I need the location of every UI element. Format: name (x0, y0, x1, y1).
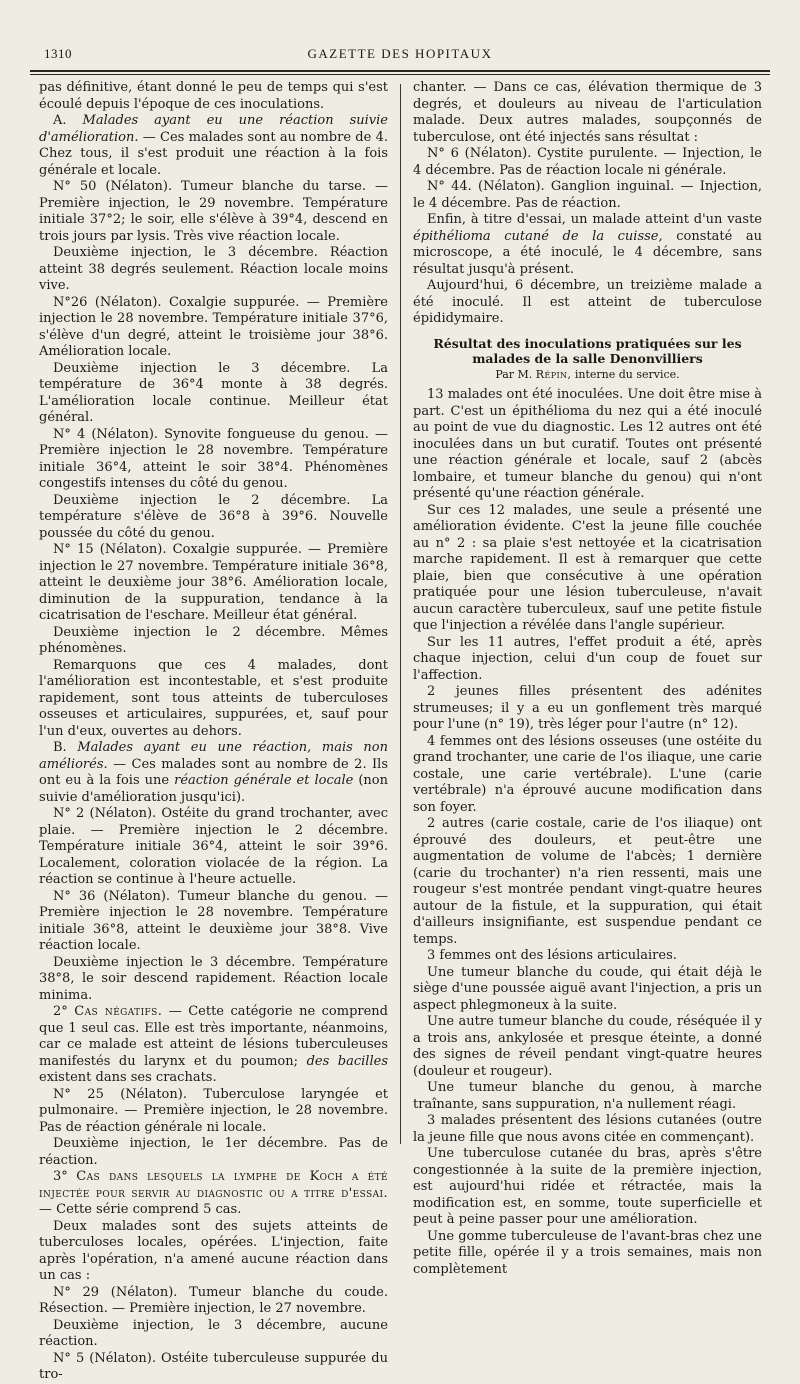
italic-text: épithélioma cutané de la cuisse, (413, 228, 663, 244)
paragraph: chanter. — Dans ce cas, élévation thermique de 3 degrés, et douleurs au niveau de l'articulation malade. Deux autres malades, soupçonnés de tuberculose, ont été injectés sans résultat : (413, 80, 762, 145)
case-entry: N° 44. (Nélaton). Ganglion inguinal. — Injection, le 4 décembre. Pas de réaction. (413, 179, 762, 211)
subsection-heading: Cas dans lesquels la lymphe de Koch a été injectée pour servir au diagnostic ou a titre d'essai. (39, 1169, 388, 1201)
page-number: 1310 (44, 46, 72, 61)
paragraph (413, 212, 762, 278)
paragraph: 4 femmes ont des lésions osseuses (une ostéite du grand trochanter, une carie de l'os iliaque, une carie costale, une carie vertébrale). L'une (carie vertébrale) n'a éprouvé aucune modification dans son foyer. (413, 733, 762, 815)
header-rule-thick (30, 70, 770, 72)
paragraph: 2 autres (carie costale, carie de l'os iliaque) ont éprouvé des douleurs, et peut-être une augmentation de volume de l'abcès; 1 dernière (carie du trochanter) n'a rien ressenti, mais une rougeur s'est montrée pendant vingt-quatre heures autour de la fistule, et la suppuration, qui était d'ailleurs insignifiante, est suspendue pendant ce temps. (413, 816, 762, 947)
byline-suffix: interne du service. (574, 367, 680, 381)
paragraph: pas définitive, étant donné le peu de temps qui s'est écoulé depuis l'époque de ces inoculations. (39, 80, 388, 112)
paragraph: Une tumeur blanche du coude, qui était déjà le siège d'une poussée aiguë avant l'injection, a pris un aspect phlegmoneux à la suite. (413, 964, 762, 1013)
paragraph: 3 femmes ont des lésions articulaires. (427, 948, 677, 963)
paragraph: Une gomme tuberculeuse de l'avant-bras chez une petite fille, opérée il y a trois semaines, mais non complètement (413, 1228, 762, 1277)
byline-prefix: Par M. (495, 367, 533, 381)
paragraph: Une autre tumeur blanche du coude, réséquée il y a trois ans, ankylosée et presque éteinte, a donné des signes de réveil pendant vingt-quatre heures (douleur et rougeur). (413, 1014, 762, 1079)
section-label: 3° (53, 1169, 68, 1184)
paragraph-text: — Cette catégorie ne comprend que 1 seul cas. Elle est très importante, néanmoins, car ce malade est atteint de lésions tuberculeuses manifestés du larynx et du poumon; (39, 1004, 388, 1069)
subsection-heading: Malades ayant eu une réaction, mais non améliorés. (39, 740, 388, 772)
column-divider (400, 84, 401, 1144)
paragraph (39, 1169, 388, 1219)
left-column (39, 80, 388, 1384)
paragraph: Deux malades sont des sujets atteints de tuberculoses locales, opérées. L'injection, faite après l'opération, n'a amené aucune réaction dans un cas : (39, 1218, 388, 1283)
paragraph: Remarquons que ces 4 malades, dont l'amélioration est incontestable, et s'est produite rapidement, sont tous atteints de tuberculoses osseuses et articulaires, suppurées, et, sauf pour l'un d'eux, ouvertes au dehors. (39, 657, 388, 739)
paragraph (39, 113, 388, 179)
paragraph: Une tumeur blanche du genou, à marche traînante, sans suppuration, n'a nullement réagi. (413, 1080, 762, 1112)
header-rule-thin (30, 74, 770, 75)
paragraph-text: constaté au microscope, a été inoculé, le 4 décembre, sans résultat jusqu'à présent. (413, 228, 762, 277)
paragraph: Deuxième injection, le 3 décembre. Réaction atteint 38 degrés seulement. Réaction locale moins vive. (39, 245, 388, 293)
paragraph: Deuxième injection le 3 décembre. La température de 36°4 monte à 38 degrés. L'amélioration locale continue. Meilleur état général. (39, 360, 388, 425)
subsection-heading: Malades ayant eu une réaction suivie d'amélioration. (39, 113, 388, 145)
section-label: 2° (53, 1004, 68, 1019)
paragraph: 13 malades ont été inoculées. Une doit être mise à part. C'est un épithélioma du nez qui a été inoculé au point de vue du diagnostic. Les 12 autres ont été inoculées dans un but curatif. Toutes ont présenté une réaction générale et locale, sauf 2 (abcès lombaire, et tumeur blanche du genou) qui n'ont présenté qu'une réaction générale. (413, 387, 762, 501)
section-label: A. (53, 113, 67, 128)
case-entry: N° 2 (Nélaton). Ostéite du grand trochanter, avec plaie. — Première injection le 2 décembre. Température initiale 36°4, atteint le soir 39°6. Localement, coloration violacée de la région. La réaction se continue à l'heure actuelle. (39, 806, 388, 887)
paragraph: Deuxième injection, le 1er décembre. Pas de réaction. (39, 1136, 388, 1168)
paragraph-text: — Ces malades sont au nombre de 4. Chez tous, il s'est produit une réaction à la fois générale et locale. (39, 129, 388, 178)
section-label: B. (53, 740, 67, 755)
subsection-heading: Cas négatifs. (74, 1004, 163, 1019)
byline (413, 367, 762, 384)
page-header (30, 44, 770, 66)
paragraph-text: existent dans ses crachats. (39, 1070, 217, 1085)
paragraph: 2 jeunes filles présentent des adénites strumeuses; il y a eu un gonflement très marqué pour l'une (n° 19), très léger pour l'autre (n° 12). (413, 684, 762, 732)
case-entry: N° 36 (Nélaton). Tumeur blanche du genou. — Première injection le 28 novembre. Température initiale 36°8, atteint le deuxième jour 38°8. Vive réaction locale. (39, 888, 388, 953)
paragraph: Deuxième injection le 2 décembre. La température s'élève de 36°8 à 39°6. Nouvelle poussée du côté du genou. (39, 492, 388, 541)
author-name: Répin, (535, 367, 572, 381)
case-entry: N° 29 (Nélaton). Tumeur blanche du coude. Résection. — Première injection, le 27 novembre. (39, 1284, 388, 1316)
case-entry: N° 25 (Nélaton). Tuberculose laryngée et pulmonaire. — Première injection, le 28 novembre. Pas de réaction générale ni locale. (39, 1086, 388, 1135)
paragraph: Sur ces 12 malades, une seule a présenté une amélioration évidente. C'est la jeune fille couchée au n° 2 : sa plaie s'est nettoyée et la cicatrisation marche rapidement. Il est à remarquer que cette plaie, bien que consécutive à une opération pratiquée pour une lésion tuberculeuse, n'avait aucun caractère tuberculeux, sauf une petite fistule que l'injection a révélée dans l'angle supérieur. (413, 502, 762, 633)
case-entry: N° 4 (Nélaton). Synovite fongueuse du genou. — Première injection le 28 novembre. Température initiale 36°4, atteint le soir 38°4. Phénomènes congestifs intenses du côté du genou. (39, 426, 388, 491)
right-column (413, 80, 762, 1278)
running-title: GAZETTE DES HOPITAUX (307, 46, 493, 61)
paragraph: Sur les 11 autres, l'effet produit a été, après chaque injection, celui d'un coup de fouet sur l'affection. (413, 634, 762, 683)
paragraph: Deuxième injection, le 3 décembre, aucune réaction. (39, 1317, 388, 1349)
paragraph-text: (non suivie d'amélioration jusqu'ici). (39, 773, 388, 805)
case-entry: N° 5 (Nélaton). Ostéite tuberculeuse suppurée du tro- (39, 1350, 388, 1382)
case-entry: N°26 (Nélaton). Coxalgie suppurée. — Première injection le 28 novembre. Température initiale 37°6, s'élève d'un degré, atteint le troisième jour 38°6. Amélioration locale. (39, 294, 388, 359)
paragraph: Deuxième injection le 3 décembre. Température 38°8, le soir descend rapidement. Réaction locale minima. (39, 954, 388, 1003)
paragraph: Une tuberculose cutanée du bras, après s'être congestionnée à la suite de la première injection, est aujourd'hui ridée et rétractée, mais la modification est, en somme, toute superficielle et peut à peine passer pour une amélioration. (413, 1146, 762, 1227)
case-entry: N° 50 (Nélaton). Tumeur blanche du tarse. — Première injection, le 29 novembre. Température initiale 37°2; le soir, elle s'élève à 39°4, descend en trois jours par lysis. Très vive réaction locale. (39, 179, 388, 244)
paragraph-text: — Cette série comprend 5 cas. (39, 1202, 242, 1217)
section-title: Résultat des inoculations pratiquées sur les malades de la salle Denonvilliers (433, 335, 742, 366)
italic-text: réaction générale et locale (174, 773, 354, 788)
paragraph (39, 740, 388, 806)
case-entry: N° 6 (Nélaton). Cystite purulente. — Injection, le 4 décembre. Pas de réaction locale ni générale. (413, 146, 762, 178)
paragraph: Aujourd'hui, 6 décembre, un treizième malade a été inoculé. Il est atteint de tuberculose épididymaire. (413, 278, 762, 326)
paragraph: Deuxième injection le 2 décembre. Mêmes phénomènes. (39, 624, 388, 656)
paragraph-text: — Ces malades sont au nombre de 2. Ils ont eu à la fois une (39, 756, 388, 788)
paragraph-text: Enfin, à titre d'essai, un malade atteint d'un vaste (427, 212, 762, 227)
italic-text: des bacilles (306, 1053, 388, 1069)
paragraph: 3 malades présentent des lésions cutanées (outre la jeune fille que nous avons citée en commençant). (413, 1113, 762, 1145)
case-entry: N° 15 (Nélaton). Coxalgie suppurée. — Première injection le 27 novembre. Température initiale 36°8, atteint le deuxième jour 38°6. Amélioration locale, diminution de la suppuration, tendance à la cicatrisation de l'eschare. Meilleur état général. (39, 542, 388, 623)
paragraph (39, 1004, 388, 1087)
